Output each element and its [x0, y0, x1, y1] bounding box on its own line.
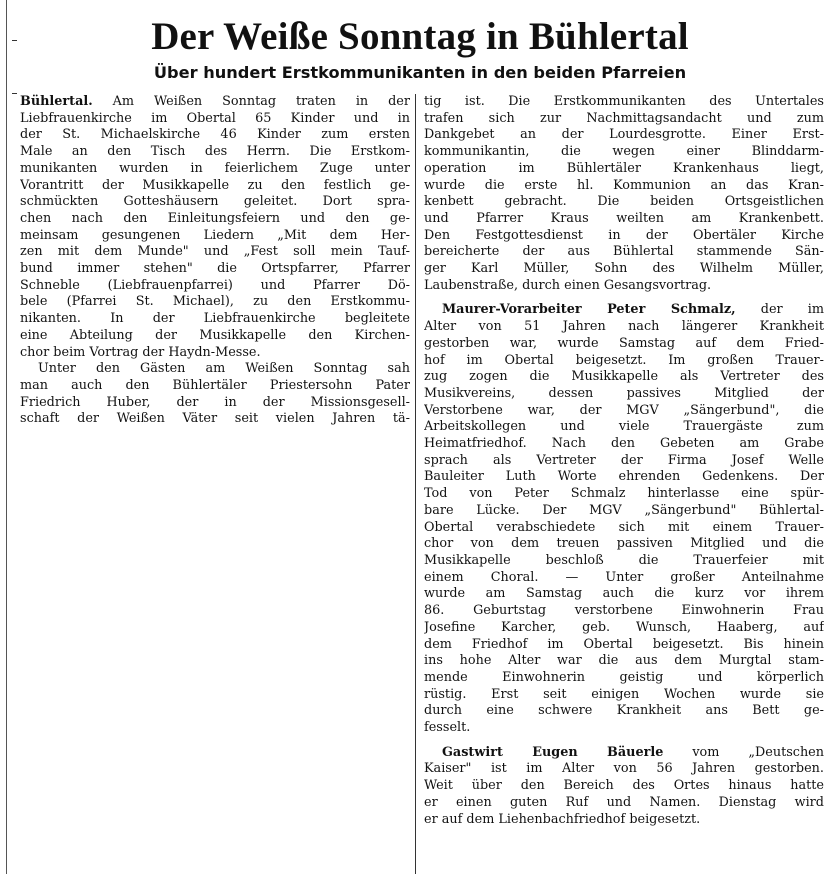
text-line: [20, 111, 410, 128]
text-line: [20, 228, 410, 245]
text-line: [424, 486, 824, 503]
line-text: Josefine Karcher, geb. Wunsch, Haaberg, auf: [424, 619, 824, 635]
text-line: [424, 353, 824, 370]
line-text: rüstig. Erst seit einigen Wochen wurde sie: [424, 686, 824, 702]
text-line: [20, 345, 410, 362]
text-line: [20, 278, 410, 295]
line-text: Laubenstraße, durch einen Gesangsvortrag.: [424, 277, 712, 293]
line-text: Den Festgottesdienst in der Obertäler Kirche: [424, 227, 824, 243]
text-line: [20, 161, 410, 178]
line-text: durch eine schwere Krankheit ans Bett ge-: [424, 703, 824, 719]
text-line: [424, 469, 824, 486]
margin-mark: [12, 93, 17, 94]
paragraph-continuation: [424, 94, 824, 294]
text-line: [424, 369, 824, 386]
line-text: Musikvereins, dessen passives Mitglied der: [424, 385, 824, 401]
text-line: [424, 778, 824, 795]
text-line: [424, 653, 824, 670]
text-line: [424, 812, 824, 829]
text-line: [20, 411, 410, 428]
text-line: [424, 336, 824, 353]
text-line: [424, 211, 824, 228]
line-text: Obertal verabschiedete sich mit einem Trauer-: [424, 519, 824, 535]
line-text: dem Friedhof im Obertal beigesetzt. Bis hinein: [424, 636, 824, 652]
text-line: [424, 244, 824, 261]
text-line: [424, 670, 824, 687]
line-text: Vorantritt der Musikkapelle zu den festlich ge-: [20, 177, 410, 193]
text-line: [424, 795, 824, 812]
line-text: trafen sich zur Nachmittagsandacht und zum: [424, 110, 824, 126]
text-line: [424, 637, 824, 654]
line-text: zug zogen die Musikkapelle als Vertreter des: [424, 369, 824, 385]
text-line: [424, 520, 824, 537]
text-line: [424, 603, 824, 620]
line-text: und Pfarrer Kraus weilten am Krankenbett.: [424, 210, 824, 226]
line-text: Schneble (Liebfrauenpfarrei) und Pfarrer Dö-: [20, 277, 410, 293]
line-text: Bauleiter Luth Worte ehrenden Gedenkens. Der: [424, 469, 824, 485]
left-column: [20, 94, 410, 428]
line-text: der im: [735, 302, 824, 318]
line-text: sprach als Vertreter der Firma Josef Welle: [424, 452, 824, 468]
text-line: [424, 761, 824, 778]
line-text: Tod von Peter Schmalz hinterlasse eine spür-: [424, 486, 824, 502]
line-text: kommunikantin, die wegen einer Blinddarm-: [424, 144, 824, 160]
text-line: [20, 311, 410, 328]
text-line: [20, 395, 410, 412]
line-text: 86. Geburtstag verstorbene Einwohnerin Frau: [424, 603, 824, 619]
line-text: Verstorbene war, der MGV „Sängerbund", die: [424, 402, 824, 418]
line-text: Unter den Gästen am Weißen Sonntag sah: [38, 361, 410, 377]
line-text: Friedrich Huber, der in der Missionsgesell-: [20, 394, 410, 410]
line-text: Dankgebet an der Lourdesgrotte. Einer Erst-: [424, 127, 824, 143]
text-line: [20, 211, 410, 228]
text-line: [424, 720, 824, 737]
text-line: [424, 687, 824, 704]
line-text: Heimatfriedhof. Nach den Gebeten am Grabe: [424, 436, 824, 452]
margin-mark: [12, 40, 17, 41]
paragraph-obituary-baeuerle: [424, 745, 824, 829]
text-line: [424, 228, 824, 245]
line-text: ins hohe Alter war die aus dem Murgtal stam-: [424, 653, 824, 669]
article-subheadline: Über hundert Erstkommunikanten in den beiden Pfarreien: [153, 63, 687, 82]
line-text: bereicherte der aus Bühlertal stammende Sän-: [424, 244, 824, 260]
text-line: [424, 436, 824, 453]
line-text: einem Choral. — Unter großer Anteilnahme: [424, 569, 824, 585]
line-text: kenbett gebracht. Die beiden Ortsgeistlichen: [424, 194, 824, 210]
text-line: [20, 178, 410, 195]
text-line: [424, 319, 824, 336]
lead-in: Maurer-Vorarbeiter Peter Schmalz,: [442, 302, 736, 318]
text-line: [424, 503, 824, 520]
lead-in: Gastwirt Eugen Bäuerle: [442, 744, 664, 760]
text-line: [20, 244, 410, 261]
line-text: hof im Obertal beigesetzt. Im großen Trauer-: [424, 352, 824, 368]
text-line: [424, 302, 824, 319]
text-line: [20, 94, 410, 111]
line-text: schaft der Weißen Väter seit vielen Jahren tä-: [20, 411, 410, 427]
line-text: fesselt.: [424, 720, 471, 736]
text-line: [424, 127, 824, 144]
line-text: gestorben war, wurde Samstag auf dem Fried-: [424, 335, 824, 351]
line-text: Musikkapelle beschloß die Trauerfeier mit: [424, 552, 824, 568]
text-line: [424, 111, 824, 128]
text-line: [424, 261, 824, 278]
line-text: Arbeitskollegen und viele Trauergäste zum: [424, 419, 824, 435]
text-line: [20, 328, 410, 345]
line-text: er auf dem Liehenbachfriedhof beigesetzt.: [424, 811, 701, 827]
right-column: [424, 94, 824, 828]
text-line: [424, 386, 824, 403]
text-line: [424, 703, 824, 720]
line-text: mende Einwohnerin geistig und körperlich: [424, 669, 824, 685]
text-line: [20, 361, 410, 378]
line-text: wurde die erste hl. Kommunion an das Kran-: [424, 177, 824, 193]
text-line: [20, 144, 410, 161]
text-line: [424, 144, 824, 161]
line-text: nikanten. In der Liebfrauenkirche begleitete: [20, 311, 410, 327]
line-text: vom „Deutschen: [663, 744, 824, 760]
text-line: [424, 453, 824, 470]
line-text: wurde am Samstag auch die kurz vor ihrem: [424, 586, 824, 602]
article-headline: Der Weiße Sonntag in Bühlertal: [151, 15, 689, 58]
text-line: [424, 419, 824, 436]
text-line: [424, 403, 824, 420]
lead-in: Bühlertal.: [20, 94, 93, 109]
line-text: Am Weißen Sonntag traten in der: [92, 94, 410, 109]
line-text: chen nach den Einleitungsfeiern und den ge-: [20, 210, 410, 226]
text-line: [424, 94, 824, 111]
line-text: chor beim Vortrag der Haydn-Messe.: [20, 344, 261, 360]
text-line: [424, 586, 824, 603]
line-text: er einen guten Ruf und Namen. Dienstag wird: [424, 794, 824, 810]
paragraph-obituary-schmalz: [424, 302, 824, 736]
line-text: Weit über den Bereich des Ortes hinaus hatte: [424, 778, 824, 794]
text-line: [424, 178, 824, 195]
text-line: [20, 294, 410, 311]
text-line: [424, 745, 824, 762]
line-text: ger Karl Müller, Sohn des Wilhelm Müller,: [424, 261, 824, 277]
text-line: [424, 278, 824, 295]
page-edge-rule: [6, 0, 7, 874]
column-divider: [415, 94, 416, 874]
line-text: Liebfrauenkirche im Obertal 65 Kinder und in: [20, 110, 410, 126]
line-text: man auch den Bühlertäler Priestersohn Pater: [20, 377, 410, 393]
line-text: operation im Bühlertäler Krankenhaus liegt,: [424, 160, 824, 176]
paragraph-first-communion: [20, 94, 410, 428]
line-text: Kaiser" ist im Alter von 56 Jahren gestorben.: [424, 761, 824, 777]
line-text: bele (Pfarrei St. Michael), zu den Erstkommu-: [20, 294, 410, 310]
line-text: der St. Michaelskirche 46 Kinder zum ersten: [20, 127, 410, 143]
text-line: [424, 161, 824, 178]
line-text: zen mit dem Munde" und „Fest soll mein Tauf-: [20, 244, 410, 260]
text-line: [424, 620, 824, 637]
text-line: [20, 194, 410, 211]
line-text: Male an den Tisch des Herrn. Die Erstkom-: [20, 144, 410, 160]
text-line: [20, 127, 410, 144]
line-text: munikanten wurden in feierlichem Zuge unter: [20, 160, 410, 176]
text-line: [424, 570, 824, 587]
text-line: [424, 536, 824, 553]
text-line: [20, 378, 410, 395]
line-text: tig ist. Die Erstkommunikanten des Untertales: [424, 94, 824, 109]
line-text: bare Lücke. Der MGV „Sängerbund" Bühlertal-: [424, 502, 824, 518]
line-text: schmückten Gotteshäusern geleitet. Dort spra-: [20, 194, 410, 210]
text-line: [20, 261, 410, 278]
text-line: [424, 553, 824, 570]
line-text: Alter von 51 Jahren nach längerer Krankheit: [424, 319, 824, 335]
line-text: meinsam gesungenen Liedern „Mit dem Her-: [20, 227, 410, 243]
text-line: [424, 194, 824, 211]
line-text: chor von dem treuen passiven Mitglied und die: [424, 536, 824, 552]
line-text: eine Abteilung der Musikkapelle den Kirchen-: [20, 327, 410, 343]
line-text: bund immer stehen" die Ortspfarrer, Pfarrer: [20, 261, 410, 277]
